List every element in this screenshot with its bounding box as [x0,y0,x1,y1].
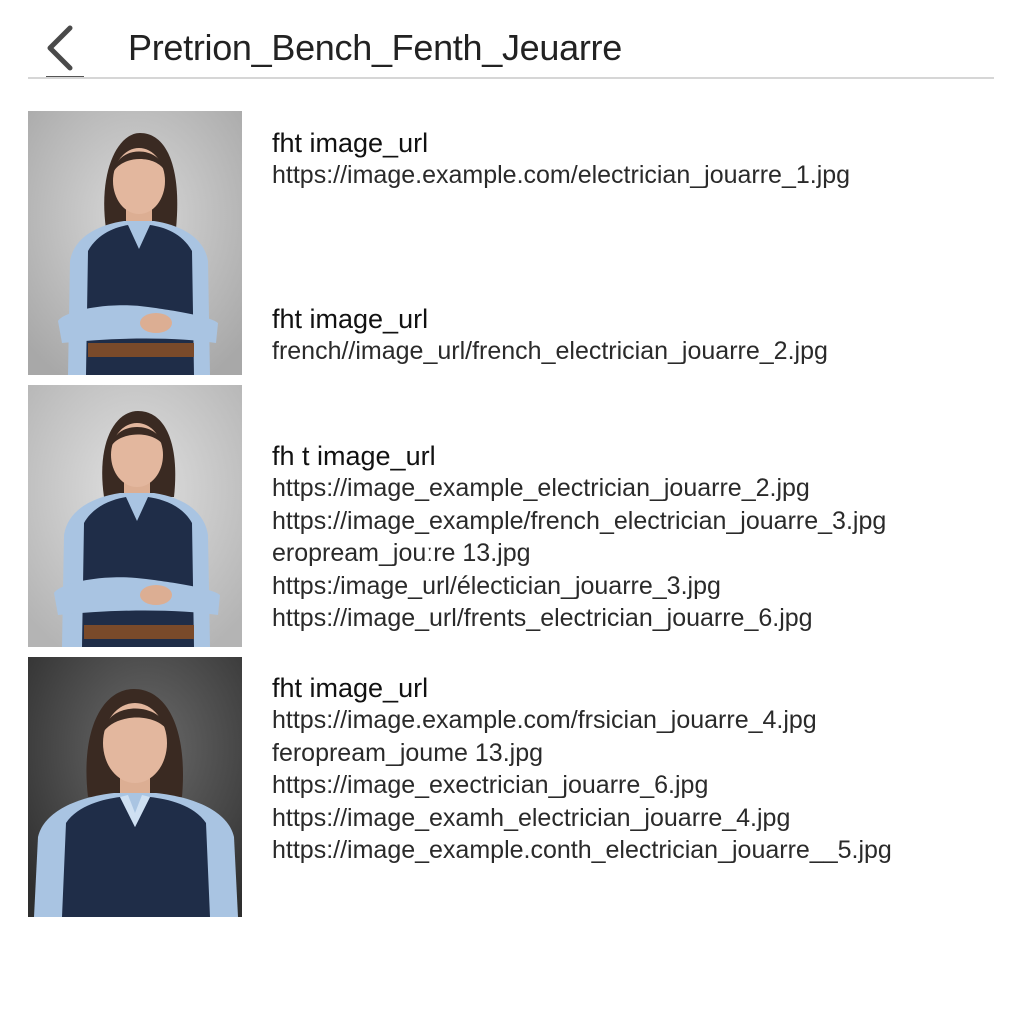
chevron-left-icon [38,20,86,76]
url-link[interactable]: https://image_example.conth_electrician_jouarre__5.jpg [272,836,892,864]
header-bar [0,0,1024,78]
thumbnail-image-1[interactable] [28,111,242,375]
entry-label: fht image_url [272,673,429,703]
entry-2 [272,303,992,368]
url-link[interactable]: https://image.example.com/electrician_jouarre_1.jpg [272,161,851,189]
url-link[interactable]: https://image.example.com/frsician_jouarre_4.jpg [272,706,817,734]
url-link[interactable]: french//image_url/french_electrician_jouarre_2.jpg [272,337,828,365]
url-link[interactable]: https:/image_url/électician_jouarre_3.jpg [272,571,721,600]
entry-label: fht image_url [272,128,429,158]
url-link[interactable]: https://image_example/french_electrician_jouarre_3.jpg [272,506,887,535]
back-button[interactable] [38,20,86,76]
url-link[interactable]: https://image_url/frents_electrician_jouarre_6.jpg [272,604,813,632]
entry-4 [272,672,992,867]
entry-label: fh t image_url [272,441,436,471]
header-divider [28,77,994,79]
entry-1 [272,127,992,192]
thumbnail-image-2[interactable] [28,385,242,647]
thumbnail-image-3[interactable] [28,657,242,917]
url-link[interactable]: eropream_jouːre 13.jpg [272,539,531,567]
entry-3 [272,440,992,635]
url-link[interactable]: https://image_exectrician_jouarre_6.jpg [272,771,709,799]
url-link[interactable]: https://image_example_electrician_jouarre_2.jpg [272,474,810,502]
entry-label: fht image_url [272,304,429,334]
url-link[interactable]: https://image_examh_electrician_jouarre_4.jpg [272,803,791,832]
page-title: Pretrion_Bench_Fenth_Jeuarre [128,27,622,68]
url-link[interactable]: feropream_joume 13.jpg [272,738,543,767]
